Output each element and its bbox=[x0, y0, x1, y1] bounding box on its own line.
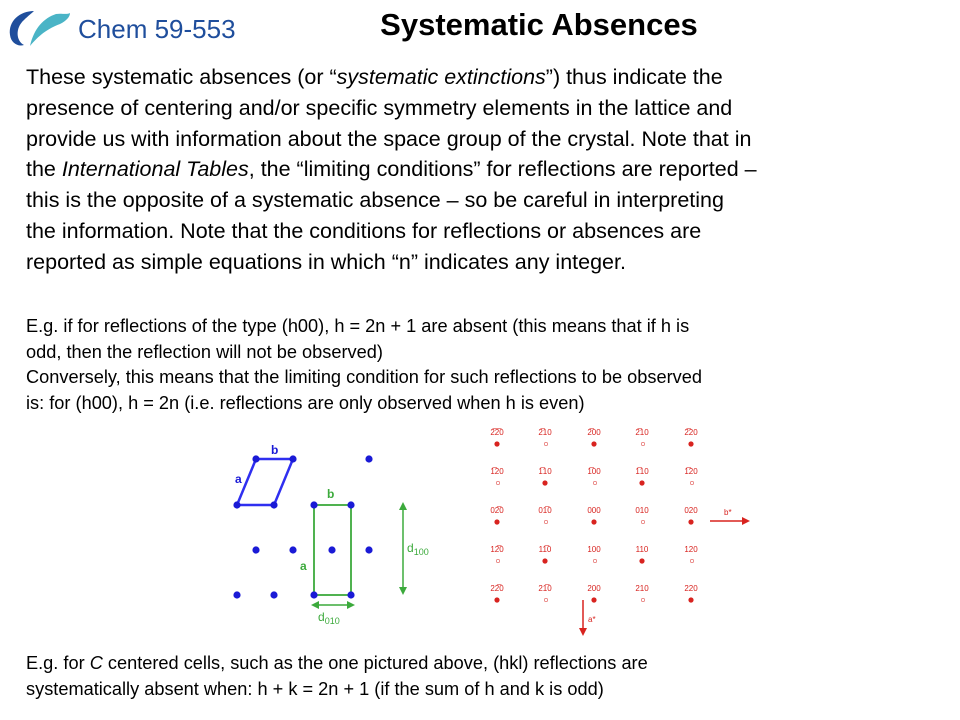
observed-reflection bbox=[542, 558, 547, 563]
absent-reflection bbox=[690, 481, 694, 485]
reflection-label: 210 bbox=[635, 584, 649, 593]
observed-reflection bbox=[591, 597, 596, 602]
observed-reflection bbox=[688, 441, 693, 446]
lattice-point bbox=[310, 501, 317, 508]
reflection-label: 120 bbox=[684, 545, 698, 554]
lattice-point bbox=[328, 546, 335, 553]
observed-reflection bbox=[688, 597, 693, 602]
lattice-point bbox=[270, 591, 277, 598]
lattice-point bbox=[365, 455, 372, 462]
cell-label-a: a bbox=[300, 559, 307, 573]
text-line: presence of centering and/or specific symmetry elements in the lattice and bbox=[26, 95, 733, 120]
reflection-label: 11̅0 bbox=[538, 545, 552, 554]
absent-reflection bbox=[641, 442, 645, 446]
absent-reflection bbox=[544, 520, 548, 524]
paragraph-h00-example bbox=[26, 314, 702, 416]
absent-reflection bbox=[641, 598, 645, 602]
d100-arrowhead-bottom bbox=[399, 587, 407, 595]
cell-label-b: b bbox=[327, 487, 335, 501]
lattice-point bbox=[289, 455, 296, 462]
a-star-arrowhead bbox=[579, 628, 587, 636]
paragraph-intro bbox=[26, 62, 757, 278]
text-line: reported as simple equations in which “n” indicates any integer. bbox=[26, 249, 626, 274]
lattice-point bbox=[347, 501, 354, 508]
lattice-point bbox=[252, 455, 259, 462]
reciprocal-grid bbox=[490, 428, 698, 603]
d010-arrowhead-right bbox=[347, 601, 355, 609]
c-centered-lattice-diagram bbox=[225, 440, 455, 630]
reflection-label: 2̅10 bbox=[538, 428, 552, 437]
absent-reflection bbox=[544, 442, 548, 446]
primitive-cell-outline bbox=[237, 459, 293, 505]
reflection-label: 000 bbox=[587, 506, 601, 515]
text-line: this is the opposite of a systematic absence – so be careful in interpreting bbox=[26, 188, 724, 213]
lattice-point bbox=[233, 591, 240, 598]
d010-label: $d_{010}$ bbox=[318, 610, 340, 626]
lattice-point bbox=[270, 501, 277, 508]
absent-reflection bbox=[641, 520, 645, 524]
text-line: odd, then the reflection will not be observed) bbox=[26, 341, 383, 362]
text-line: These systematic absences (or “systematic extinctions”) thus indicate the bbox=[26, 65, 723, 89]
lattice-point bbox=[310, 591, 317, 598]
centered-cell bbox=[300, 487, 429, 626]
paragraph-c-centered-example bbox=[26, 651, 648, 702]
cell-label-b: b bbox=[271, 443, 279, 457]
absent-reflection bbox=[496, 481, 500, 485]
text-line: systematically absent when: h + k = 2n + 1 (if the sum of h and k is odd) bbox=[26, 678, 604, 699]
lattice-point bbox=[252, 546, 259, 553]
observed-reflection bbox=[688, 519, 693, 524]
reflection-label: 1̅00 bbox=[587, 467, 601, 476]
text-line: the information. Note that the conditions for reflections or absences are bbox=[26, 218, 702, 243]
d010-arrowhead-left bbox=[311, 601, 319, 609]
slide-title: Systematic Absences bbox=[380, 7, 698, 42]
reflection-label: 21̅0 bbox=[538, 584, 552, 593]
b-star-label: b* bbox=[724, 508, 732, 517]
observed-reflection bbox=[494, 441, 499, 446]
observed-reflection bbox=[494, 519, 499, 524]
text-line: E.g. for C centered cells, such as the one pictured above, (hkl) reflections are bbox=[26, 653, 648, 673]
reflection-label: 2̅20 bbox=[684, 428, 698, 437]
a-star-label: a* bbox=[588, 615, 596, 624]
b-star-arrowhead bbox=[742, 517, 750, 525]
reflection-label: 2̅00 bbox=[587, 428, 601, 437]
reflection-label: 12̅0 bbox=[490, 545, 504, 554]
lattice-point bbox=[233, 501, 240, 508]
observed-reflection bbox=[542, 480, 547, 485]
reflection-label: 2̅2̅0 bbox=[490, 428, 504, 437]
text-line: Conversely, this means that the limiting condition for such reflections to be observed bbox=[26, 367, 702, 387]
d100-label: $d_{100}$ bbox=[407, 541, 429, 557]
d100-arrowhead-top bbox=[399, 502, 407, 510]
observed-reflection bbox=[639, 558, 644, 563]
reflection-label: 020 bbox=[684, 506, 698, 515]
reflection-label: 02̅0 bbox=[490, 506, 504, 515]
observed-reflection bbox=[591, 441, 596, 446]
reflection-label: 1̅20 bbox=[684, 467, 698, 476]
text-line: the International Tables, the “limiting conditions” for reflections are reported – bbox=[26, 157, 757, 182]
absent-reflection bbox=[496, 559, 500, 563]
oblique-cell bbox=[235, 443, 293, 505]
absent-reflection bbox=[690, 559, 694, 563]
reflection-label: 1̅10 bbox=[538, 467, 552, 476]
absent-reflection bbox=[544, 598, 548, 602]
reflection-label: 200 bbox=[587, 584, 601, 593]
reflection-label: 22̅0 bbox=[490, 584, 504, 593]
observed-reflection bbox=[639, 480, 644, 485]
reflection-label: 100 bbox=[587, 545, 601, 554]
cell-label-a: a bbox=[235, 472, 242, 486]
reflection-label: 1̅10 bbox=[635, 467, 649, 476]
reflection-label: 110 bbox=[635, 545, 649, 554]
observed-reflection bbox=[591, 519, 596, 524]
reflection-label: 010 bbox=[635, 506, 649, 515]
reflection-label: 1̅20 bbox=[490, 467, 504, 476]
reflection-label: 01̅0 bbox=[538, 506, 552, 515]
lattice-point bbox=[347, 591, 354, 598]
reflection-label: 220 bbox=[684, 584, 698, 593]
absent-reflection bbox=[593, 559, 597, 563]
reflection-label: 2̅10 bbox=[635, 428, 649, 437]
absent-reflection bbox=[593, 481, 597, 485]
text-line: provide us with information about the space group of the crystal. Note that in bbox=[26, 126, 752, 151]
lattice-point bbox=[289, 546, 296, 553]
observed-reflection bbox=[494, 597, 499, 602]
lattice-point bbox=[365, 546, 372, 553]
course-code: Chem 59-553 bbox=[78, 14, 236, 44]
text-line: is: for (h00), h = 2n (i.e. reflections are only observed when h is even) bbox=[26, 392, 585, 413]
reciprocal-lattice-diagram bbox=[470, 425, 760, 640]
text-line: E.g. if for reflections of the type (h00), h = 2n + 1 are absent (this means that if h is bbox=[26, 316, 690, 336]
